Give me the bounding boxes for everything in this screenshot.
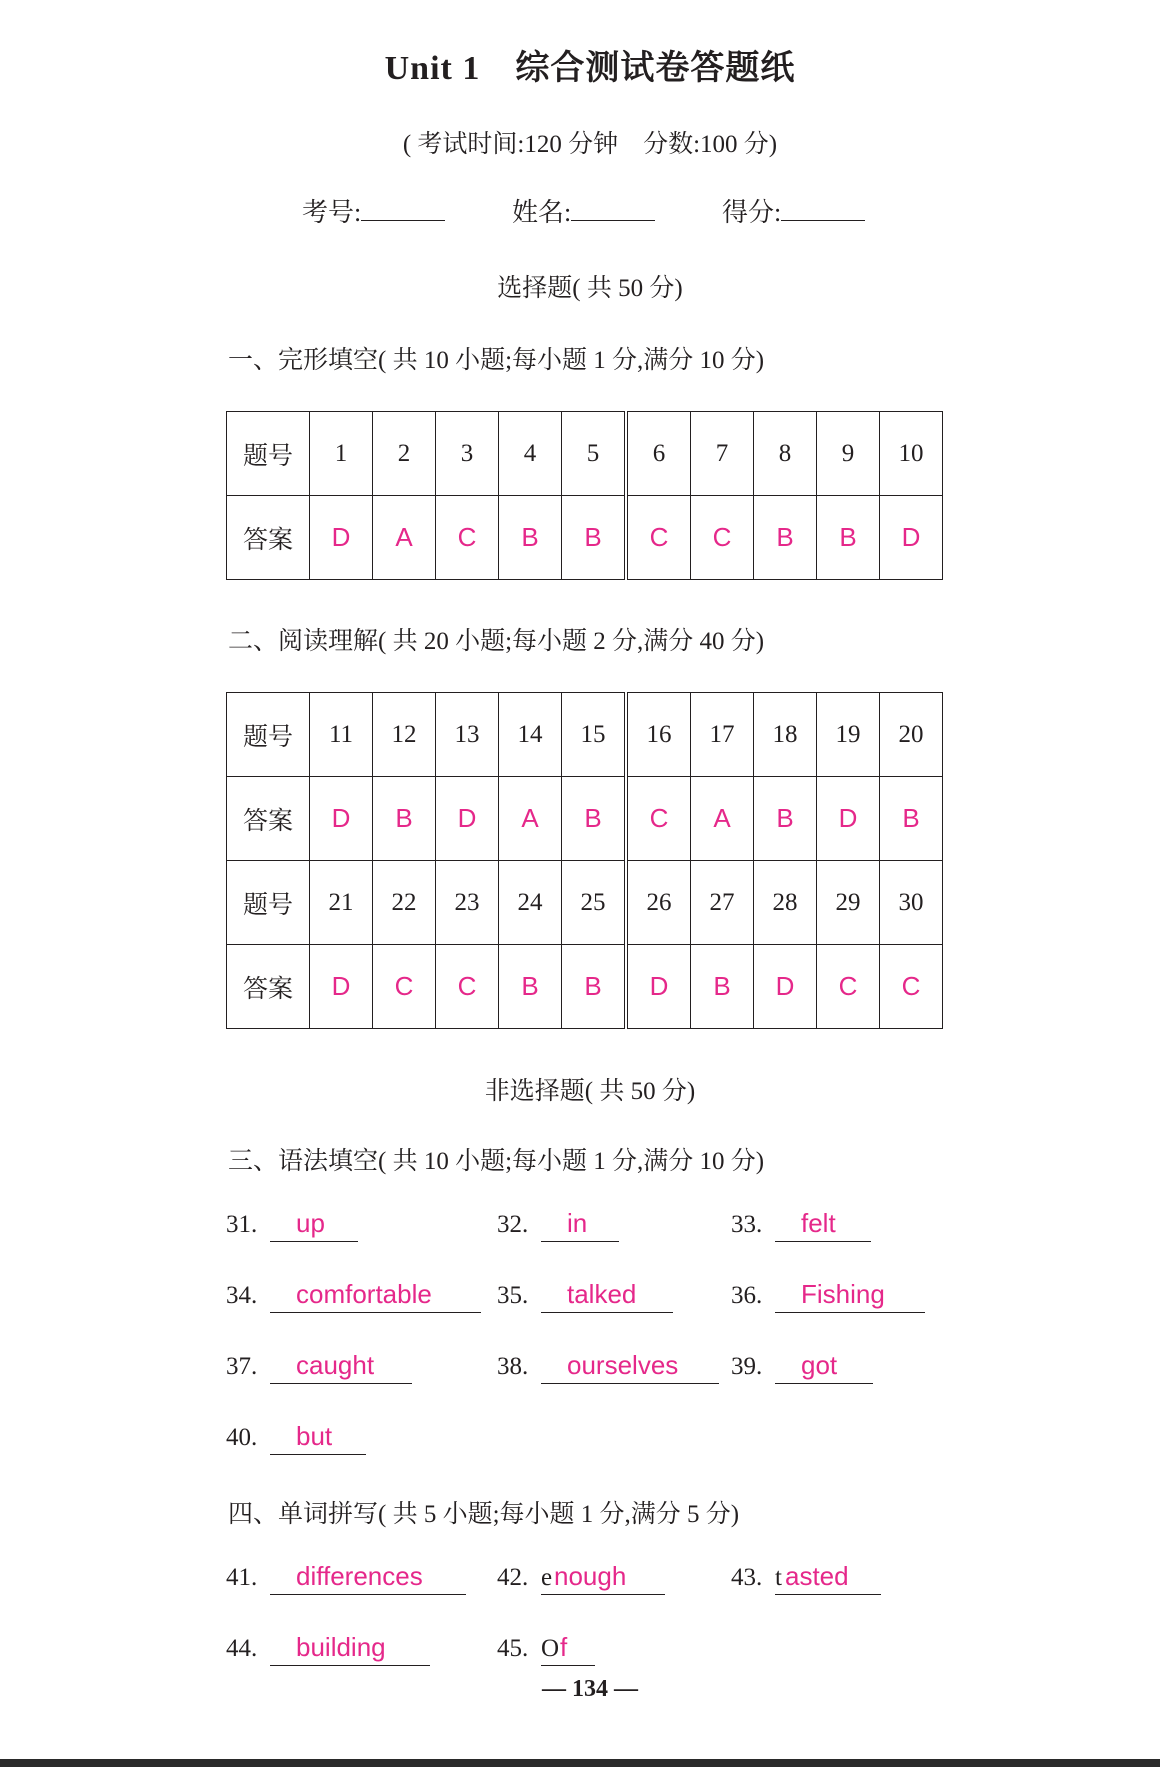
item-number: 34. (226, 1282, 258, 1309)
item-number: 39. (731, 1353, 763, 1380)
question-number-row (227, 412, 943, 496)
item-number: 44. (226, 1635, 258, 1662)
item-number: 43. (731, 1564, 763, 1591)
question-number-cell: 23 (436, 861, 499, 945)
answer-cell: B (817, 496, 880, 580)
section-reading-heading: 二、阅读理解( 共 20 小题;每小题 2 分,满分 40 分) (228, 628, 765, 655)
answer-label-cell: 答案 (227, 777, 310, 861)
question-number-cell: 6 (626, 412, 691, 496)
section-grammar-heading: 三、语法填空( 共 10 小题;每小题 1 分,满分 10 分) (228, 1148, 765, 1175)
answer-cell: D (880, 496, 943, 580)
answer-cell: D (754, 945, 817, 1029)
question-number-cell: 15 (562, 693, 627, 777)
question-number-cell: 19 (817, 693, 880, 777)
score-field: 得分: (722, 192, 865, 229)
question-number-cell: 8 (754, 412, 817, 496)
answer-cell: C (817, 945, 880, 1029)
spelling-answer-text: building (296, 1632, 386, 1662)
answer-cell: B (562, 496, 627, 580)
exam-subtitle: ( 考试时间:120 分钟 分数:100 分) (402, 131, 778, 158)
cloze-answer-table (226, 411, 943, 580)
answer-cell: B (754, 496, 817, 580)
question-number-cell: 16 (626, 693, 691, 777)
question-number-cell: 18 (754, 693, 817, 777)
grammar-answer-text: Fishing (801, 1279, 885, 1309)
item-number: 38. (497, 1353, 529, 1380)
answer-cell: C (436, 945, 499, 1029)
grammar-answer-text: ourselves (567, 1350, 679, 1380)
question-label-cell: 题号 (227, 861, 310, 945)
grammar-answer-text: caught (296, 1350, 375, 1380)
item-number: 32. (497, 1211, 529, 1238)
answer-row (227, 777, 943, 861)
answer-cell: C (436, 496, 499, 580)
answer-cell: C (626, 777, 691, 861)
question-number-cell: 24 (499, 861, 562, 945)
spelling-answer-text: differences (296, 1561, 423, 1591)
spelling-given-letter: t (775, 1564, 782, 1591)
grammar-answer-text: felt (801, 1208, 836, 1238)
answer-cell: D (817, 777, 880, 861)
question-number-cell: 14 (499, 693, 562, 777)
answer-label-cell: 答案 (227, 496, 310, 580)
answer-cell: D (310, 496, 373, 580)
grammar-answer-text: got (801, 1350, 838, 1380)
name-field: 姓名: (512, 192, 655, 229)
question-number-cell: 22 (373, 861, 436, 945)
question-number-cell: 30 (880, 861, 943, 945)
question-number-cell: 9 (817, 412, 880, 496)
grammar-answer-text: in (567, 1208, 588, 1238)
question-number-cell: 11 (310, 693, 373, 777)
answer-cell: B (754, 777, 817, 861)
item-number: 42. (497, 1564, 529, 1591)
answer-cell: A (373, 496, 436, 580)
item-number: 33. (731, 1211, 763, 1238)
question-number-cell: 5 (562, 412, 627, 496)
question-number-cell: 26 (626, 861, 691, 945)
answer-label-cell: 答案 (227, 945, 310, 1029)
question-number-cell: 7 (691, 412, 754, 496)
grammar-answer-text: up (296, 1208, 325, 1238)
answer-cell: B (499, 945, 562, 1029)
question-number-cell: 2 (373, 412, 436, 496)
question-number-cell: 27 (691, 861, 754, 945)
question-number-cell: 1 (310, 412, 373, 496)
question-number-cell: 17 (691, 693, 754, 777)
answer-cell: C (373, 945, 436, 1029)
answer-cell: D (310, 945, 373, 1029)
answer-cell: B (691, 945, 754, 1029)
question-number-cell: 12 (373, 693, 436, 777)
question-number-row (227, 693, 943, 777)
part-choice-heading: 选择题( 共 50 分) (497, 275, 683, 302)
answer-row (227, 496, 943, 580)
spelling-answer-text: f (560, 1632, 568, 1662)
question-number-cell: 13 (436, 693, 499, 777)
section-cloze-heading: 一、完形填空( 共 10 小题;每小题 1 分,满分 10 分) (228, 347, 765, 374)
question-number-row (227, 861, 943, 945)
answer-cell: C (880, 945, 943, 1029)
question-label-cell: 题号 (227, 412, 310, 496)
item-number: 45. (497, 1635, 529, 1662)
answer-row (227, 945, 943, 1029)
reading-answer-table (226, 692, 943, 1029)
answer-cell: B (880, 777, 943, 861)
grammar-answer-text: but (296, 1421, 333, 1451)
question-number-cell: 20 (880, 693, 943, 777)
section-spelling-heading: 四、单词拼写( 共 5 小题;每小题 1 分,满分 5 分) (228, 1501, 740, 1528)
spelling-given-letter: O (541, 1635, 560, 1662)
spelling-answer-text: nough (554, 1561, 627, 1591)
item-number: 35. (497, 1282, 529, 1309)
question-number-cell: 29 (817, 861, 880, 945)
item-number: 41. (226, 1564, 258, 1591)
answer-cell: D (310, 777, 373, 861)
item-number: 40. (226, 1424, 258, 1451)
answer-cell: C (626, 496, 691, 580)
question-number-cell: 10 (880, 412, 943, 496)
exam-no-field: 考号: (302, 192, 445, 229)
grammar-answer-text: talked (567, 1279, 637, 1309)
answer-cell: B (499, 496, 562, 580)
item-number: 37. (226, 1353, 258, 1380)
question-number-cell: 28 (754, 861, 817, 945)
spelling-answer-text: asted (785, 1561, 849, 1591)
answer-cell: A (691, 777, 754, 861)
item-number: 31. (226, 1211, 258, 1238)
answer-cell: D (626, 945, 691, 1029)
page-number: — 134 — (542, 1676, 638, 1702)
question-label-cell: 题号 (227, 693, 310, 777)
answer-cell: B (562, 945, 627, 1029)
answer-cell: A (499, 777, 562, 861)
part-nonchoice-heading: 非选择题( 共 50 分) (484, 1078, 696, 1105)
answer-cell: B (562, 777, 627, 861)
grammar-answer-text: comfortable (296, 1279, 432, 1309)
spelling-given-letter: e (541, 1564, 553, 1591)
answer-cell: B (373, 777, 436, 861)
question-number-cell: 25 (562, 861, 627, 945)
item-number: 36. (731, 1282, 763, 1309)
answer-cell: C (691, 496, 754, 580)
question-number-cell: 21 (310, 861, 373, 945)
page-title: Unit 1 综合测试卷答题纸 (384, 50, 796, 87)
question-number-cell: 4 (499, 412, 562, 496)
answer-cell: D (436, 777, 499, 861)
bottom-bar (0, 1759, 1160, 1767)
question-number-cell: 3 (436, 412, 499, 496)
